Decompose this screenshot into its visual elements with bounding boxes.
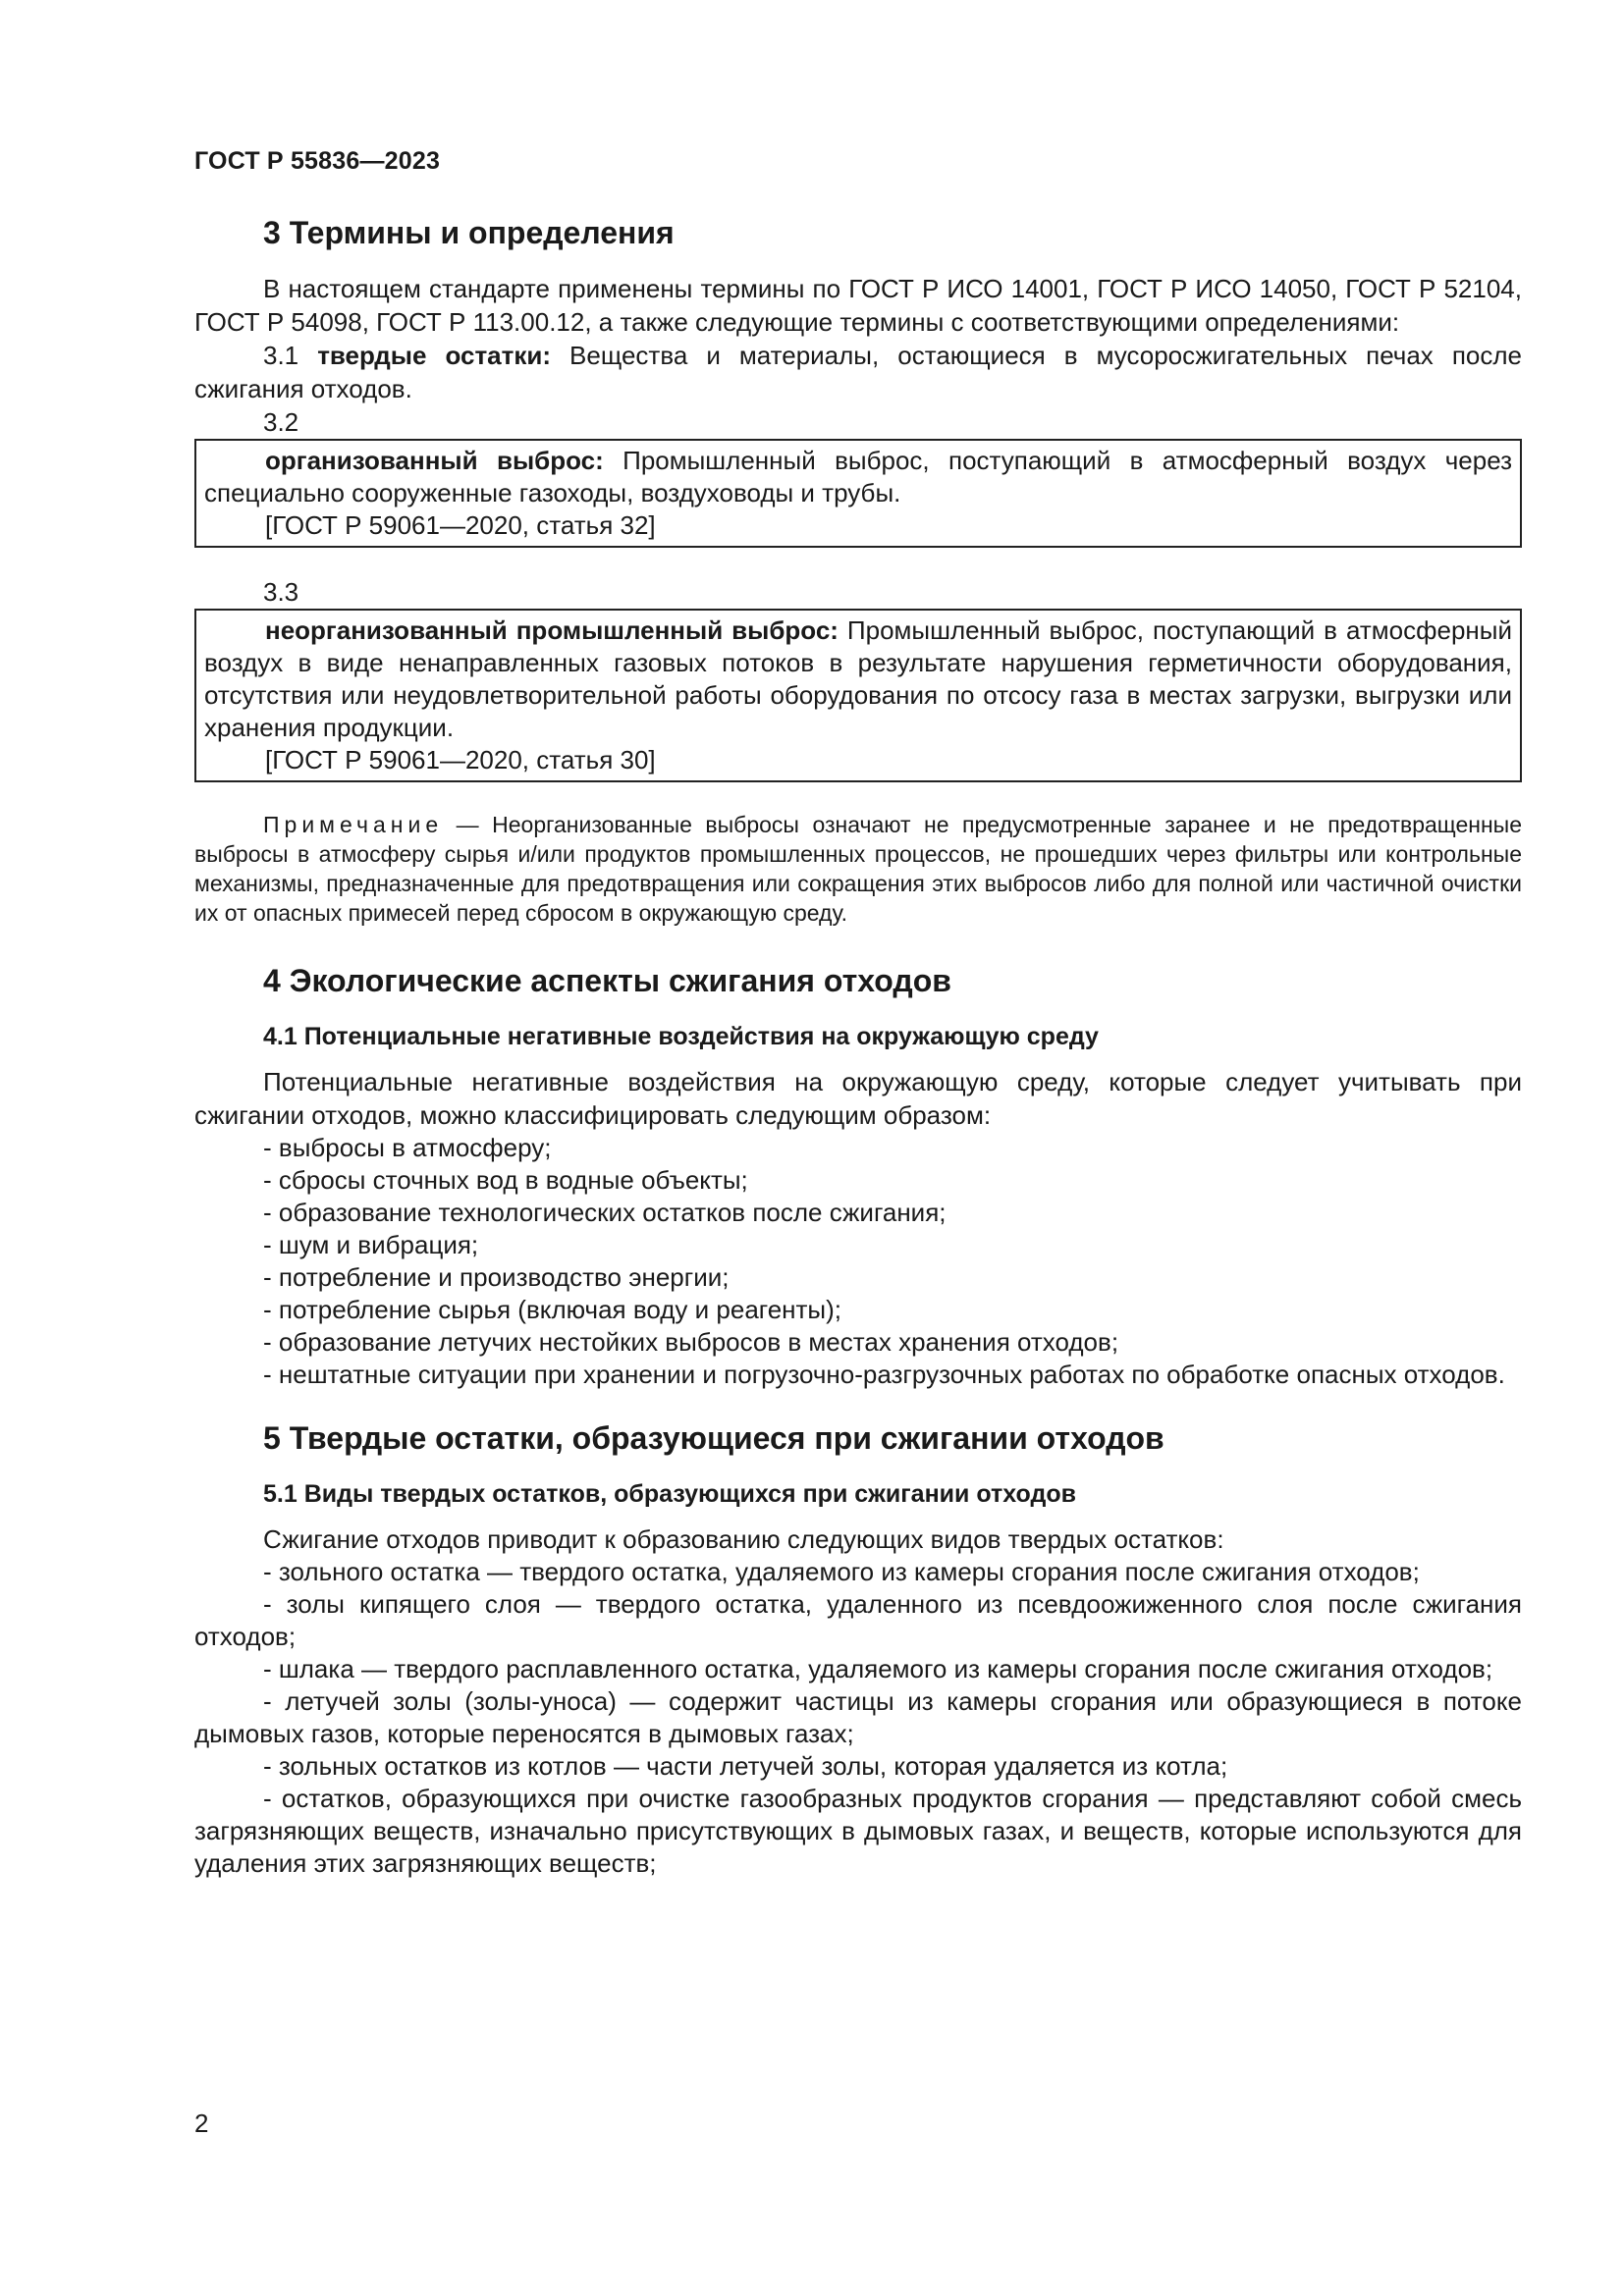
term-3-2 xyxy=(204,445,1512,509)
term-3-3 xyxy=(204,614,1512,744)
section-4-intro: Потенциальные негативные воздействия на окружающую среду, которые следует учитывать при сжигании отходов, можно классифицировать следующим образом: xyxy=(194,1067,1522,1130)
impact-list xyxy=(194,1132,1522,1391)
term-3-3-reference: [ГОСТ Р 59061—2020, статья 30] xyxy=(265,745,656,774)
section-5-intro: Сжигание отходов приводит к образованию следующих видов твердых остатков: xyxy=(263,1524,1224,1554)
section-5-title: 5 Твердые остатки, образующиеся при сжигании отходов xyxy=(263,1420,1164,1456)
subsection-4-1-title: 4.1 Потенциальные негативные воздействия на окружающую среду xyxy=(263,1023,1099,1050)
list-item: - нештатные ситуации при хранении и погрузочно-разгрузочных работах по обработке опасных отходов. xyxy=(263,1360,1505,1389)
document-header: ГОСТ Р 55836—2023 xyxy=(194,147,441,175)
list-item: - шум и вибрация; xyxy=(263,1230,479,1259)
document-page xyxy=(194,147,1522,1880)
list-item: - остатков, образующихся при очистке газообразных продуктов сгорания — представляют собой смесь загрязняющих веществ, изначально присутствующих в дымовых газах, и веществ, которые используются для удаления этих загрязняющих веществ; xyxy=(194,1784,1522,1878)
list-item: - шлака — твердого расплавленного остатка, удаляемого из камеры сгорания после сжигания отходов; xyxy=(263,1654,1493,1683)
list-item: - зольных остатков из котлов — части летучей золы, которая удаляется из котла; xyxy=(263,1751,1228,1781)
term-3-2-box xyxy=(194,439,1522,548)
page-number: 2 xyxy=(194,2109,209,2138)
term-3-1-definition: Вещества и материалы, остающиеся в мусоросжигательных печах после сжигания отходов. xyxy=(194,341,1522,403)
term-3-3-term: неорганизованный промышленный выброс: xyxy=(265,615,839,645)
list-item: - потребление сырья (включая воду и реагенты); xyxy=(263,1295,841,1324)
section-4-title: 4 Экологические аспекты сжигания отходов xyxy=(263,963,951,998)
list-item: - образование технологических остатков после сжигания; xyxy=(263,1198,947,1227)
residue-list xyxy=(194,1556,1522,1880)
term-3-2-number: 3.2 xyxy=(263,407,299,437)
list-item: - потребление и производство энергии; xyxy=(263,1262,730,1292)
list-item: - зольного остатка — твердого остатка, удаляемого из камеры сгорания после сжигания отходов; xyxy=(263,1557,1420,1586)
term-3-3-box xyxy=(194,609,1522,782)
subsection-5-1-title: 5.1 Виды твердых остатков, образующихся при сжигании отходов xyxy=(263,1480,1076,1508)
section-3-intro: В настоящем стандарте применены термины по ГОСТ Р ИСО 14001, ГОСТ Р ИСО 14050, ГОСТ Р 52104, ГОСТ Р 54098, ГОСТ Р 113.00.12, а также следующие термины с соответствующими определениями: xyxy=(194,274,1522,337)
list-item: - золы кипящего слоя — твердого остатка, удаленного из псевдоожиженного слоя после сжигания отходов; xyxy=(194,1589,1522,1651)
term-3-3-definition: Промышленный выброс, поступающий в атмосферный воздух в виде ненаправленных газовых потоков в результате нарушения герметичности оборудования, отсутствия или неудовлетворительной работы оборудования по отсосу газа в местах загрузки, выгрузки или хранения продукции. xyxy=(204,615,1512,742)
term-3-2-reference: [ГОСТ Р 59061—2020, статья 32] xyxy=(265,510,656,540)
note xyxy=(194,810,1522,928)
term-3-1-number: 3.1 xyxy=(263,341,299,370)
list-item: - сбросы сточных вод в водные объекты; xyxy=(263,1165,748,1195)
term-3-1-term: твердые остатки: xyxy=(317,341,552,370)
section-3-title: 3 Термины и определения xyxy=(263,215,675,250)
note-label: Примечание xyxy=(263,812,444,837)
term-3-3-number: 3.3 xyxy=(263,577,299,607)
list-item: - выбросы в атмосферу; xyxy=(263,1133,552,1162)
term-3-2-definition: Промышленный выброс, поступающий в атмосферный воздух через специально сооруженные газоходы, воздуховоды и трубы. xyxy=(204,446,1513,507)
list-item: - летучей золы (золы-уноса) — содержит частицы из камеры сгорания или образующиеся в потоке дымовых газов, которые переносятся в дымовых газах; xyxy=(194,1686,1522,1748)
note-text: — Неорганизованные выбросы означают не предусмотренные заранее и не предотвращенные выбросы в атмосферу сырья и/или продуктов промышленных процессов, не прошедших через фильтры или контрольные механизмы, предназначенные для предотвращения или сокращения этих выбросов либо для полной или частичной очистки их от опасных примесей перед сбросом в окружающую среду. xyxy=(194,812,1522,926)
list-item: - образование летучих нестойких выбросов в местах хранения отходов; xyxy=(263,1327,1119,1357)
term-3-2-term: организованный выброс: xyxy=(265,446,604,475)
term-3-1 xyxy=(194,339,1522,405)
